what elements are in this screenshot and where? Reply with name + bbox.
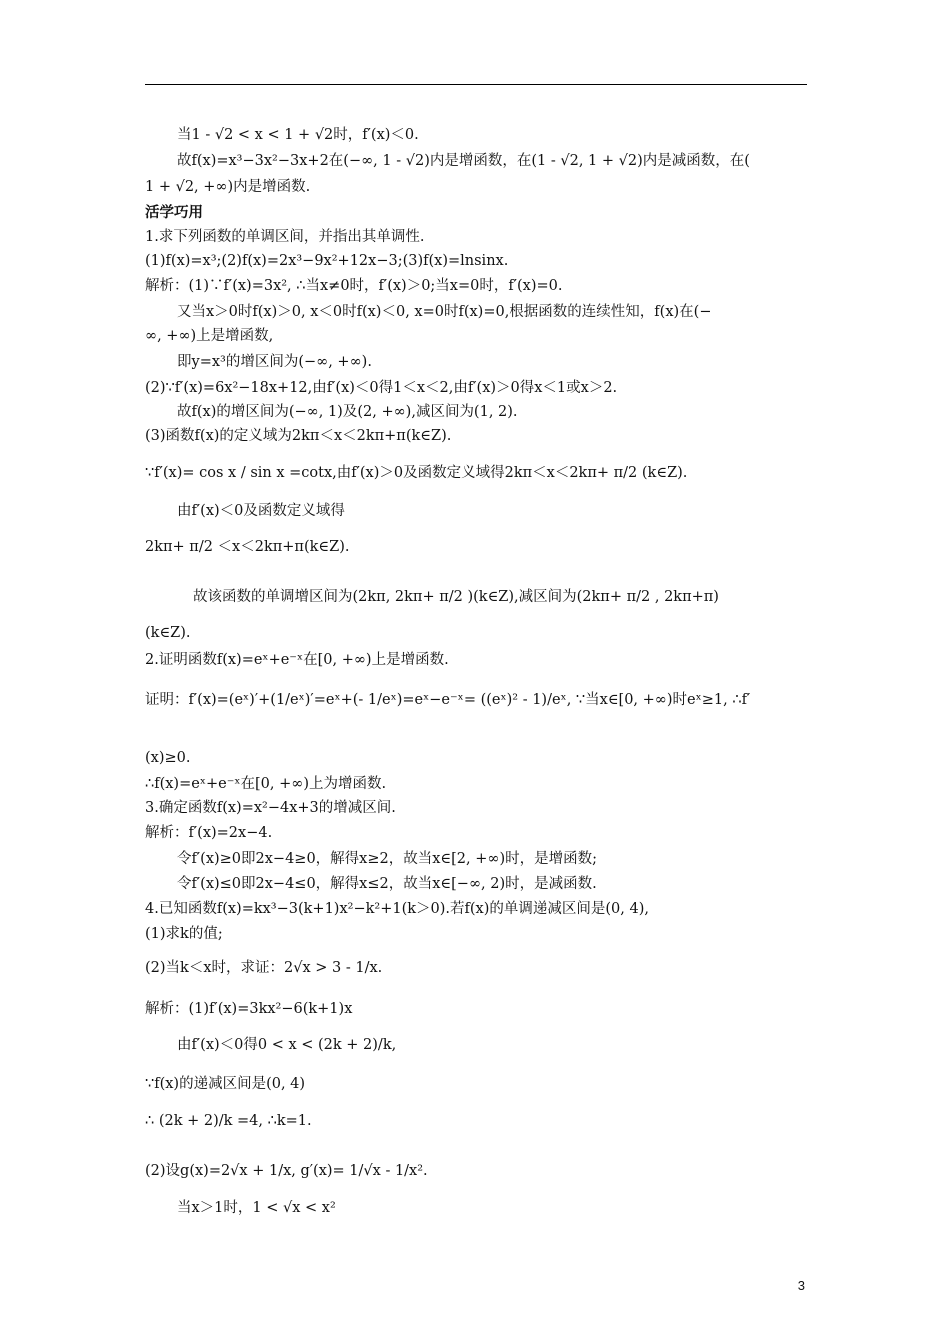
- q3-solution-2: 令f′(x)≥0即2x−4≥0，解得x≥2，故当x∈[2, +∞)时，是增函数;: [177, 851, 598, 867]
- section-heading: [145, 202, 810, 224]
- text-line: [145, 898, 810, 920]
- text-line: [145, 848, 842, 870]
- text-line: [145, 586, 858, 608]
- q1-solution-9: 由f′(x)＜0及函数定义域得: [177, 503, 345, 519]
- text-line: [145, 923, 810, 945]
- q2-proof-3: ∴f(x)=eˣ+e⁻ˣ在[0, +∞)上为增函数.: [145, 776, 387, 792]
- q1-solution-11: 故该函数的单调增区间为(2kπ, 2kπ+ π/2 )(k∈Z),减区间为(2kπ+ π/2 , 2kπ+π): [193, 589, 719, 605]
- text-line: [145, 226, 810, 248]
- q2-title: 2.证明函数f(x)=eˣ+e⁻ˣ在[0, +∞)上是增函数.: [145, 652, 449, 668]
- text-line: [145, 500, 842, 522]
- line-1: 当1 - √2 < x < 1 + √2时，f′(x)＜0.: [177, 127, 419, 143]
- text-line: [145, 325, 810, 347]
- text-line: [145, 301, 842, 323]
- text-line: [145, 1034, 842, 1056]
- text-line: [145, 797, 810, 819]
- q4-part-1: (1)求k的值;: [145, 926, 223, 942]
- q4-solution-4: ∴ (2k + 2)/k =4, ∴k=1.: [145, 1113, 312, 1129]
- text-line: [145, 1197, 842, 1219]
- text-line: [145, 1073, 810, 1095]
- text-line: [145, 822, 810, 844]
- text-line: [145, 689, 810, 711]
- q1-title: 1.求下列函数的单调区间，并指出其单调性.: [145, 229, 425, 245]
- q3-title: 3.确定函数f(x)=x²−4x+3的增减区间.: [145, 800, 396, 816]
- q3-solution-1: 解析：f′(x)=2x−4.: [145, 825, 273, 841]
- text-line: [145, 957, 810, 979]
- q4-title: 4.已知函数f(x)=kx³−3(k+1)x²−k²+1(k＞0).若f(x)的单调递减区间是(0, 4),: [145, 901, 649, 917]
- text-line: [145, 873, 842, 895]
- q1-solution-6: 故f(x)的增区间为(−∞, 1)及(2, +∞),减区间为(1, 2).: [177, 404, 518, 420]
- text-line: [145, 351, 842, 373]
- q4-solution-5: (2)设g(x)=2√x + 1/x, g′(x)= 1/√x - 1/x².: [145, 1163, 428, 1179]
- text-line: [145, 649, 810, 671]
- q4-solution-2: 由f′(x)＜0得0 < x < (2k + 2)/k,: [177, 1037, 397, 1053]
- q1-solution-12: (k∈Z).: [145, 625, 191, 641]
- q1-solution-5: (2)∵f′(x)=6x²−18x+12,由f′(x)＜0得1＜x＜2,由f′(x)＞0得x＜1或x＞2.: [145, 380, 618, 396]
- text-line: [145, 773, 810, 795]
- text-line: [145, 1160, 810, 1182]
- text-line: [145, 622, 810, 644]
- line-2: 故f(x)=x³−3x²−3x+2在(−∞, 1 - √2)内是增函数，在(1 - √2, 1 + √2)内是减函数，在(: [177, 153, 750, 169]
- text-line: [145, 250, 810, 272]
- text-line: [145, 275, 810, 297]
- text-line: [145, 1110, 810, 1132]
- q1-solution-10: 2kπ+ π/2 ＜x＜2kπ+π(k∈Z).: [145, 539, 350, 555]
- q3-solution-3: 令f′(x)≤0即2x−4≤0，解得x≤2，故当x∈[−∞, 2)时，是减函数.: [177, 876, 597, 892]
- page-number: 3: [797, 1278, 805, 1293]
- line-3: 1 + √2, +∞)内是增函数.: [145, 179, 311, 195]
- q1-solution-1: 解析：(1)∵f′(x)=3x², ∴当x≠0时，f′(x)＞0;当x=0时，f′(x)=0.: [145, 278, 563, 294]
- text-line: [145, 462, 810, 484]
- text-line: [145, 998, 810, 1020]
- q1-solution-3: ∞, +∞)上是增函数,: [145, 328, 274, 344]
- q4-solution-3: ∵f(x)的递减区间是(0, 4): [145, 1076, 306, 1092]
- q1-solution-4: 即y=x³的增区间为(−∞, +∞).: [177, 354, 372, 370]
- text-line: [145, 176, 810, 198]
- text-line: [145, 377, 810, 399]
- text-line: [145, 425, 810, 447]
- q1-solution-8: ∵f′(x)= cos x / sin x =cotx,由f′(x)＞0及函数定义域得2kπ＜x＜2kπ+ π/2 (k∈Z).: [145, 465, 688, 481]
- q4-solution-1: 解析：(1)f′(x)=3kx²−6(k+1)x: [145, 1001, 353, 1017]
- q1-solution-2: 又当x＞0时f(x)＞0, x＜0时f(x)＜0, x=0时f(x)=0,根据函数的连续性知，f(x)在(−: [177, 304, 712, 320]
- text-line: [145, 747, 810, 769]
- text-line: [145, 150, 842, 172]
- text-line: [145, 401, 842, 423]
- q4-part-2: (2)当k＜x时，求证：2√x > 3 - 1/x.: [145, 960, 383, 976]
- text-line: [145, 536, 810, 558]
- section-title: 活学巧用: [145, 204, 203, 221]
- text-line: [145, 124, 842, 146]
- q1-solution-7: (3)函数f(x)的定义域为2kπ＜x＜2kπ+π(k∈Z).: [145, 428, 452, 444]
- q1-items: (1)f(x)=x³;(2)f(x)=2x³−9x²+12x−3;(3)f(x)=lnsinx.: [145, 253, 509, 269]
- q2-proof-2: (x)≥0.: [145, 750, 191, 766]
- header-rule: [145, 84, 807, 85]
- q2-proof-1: 证明：f′(x)=(eˣ)′+(1/eˣ)′=eˣ+(- 1/eˣ)=eˣ−e⁻ˣ= ((eˣ)² - 1)/eˣ, ∵当x∈[0, +∞)时eˣ≥1, ∴f′: [145, 692, 751, 708]
- q4-solution-6: 当x＞1时，1 < √x < x²: [177, 1200, 336, 1216]
